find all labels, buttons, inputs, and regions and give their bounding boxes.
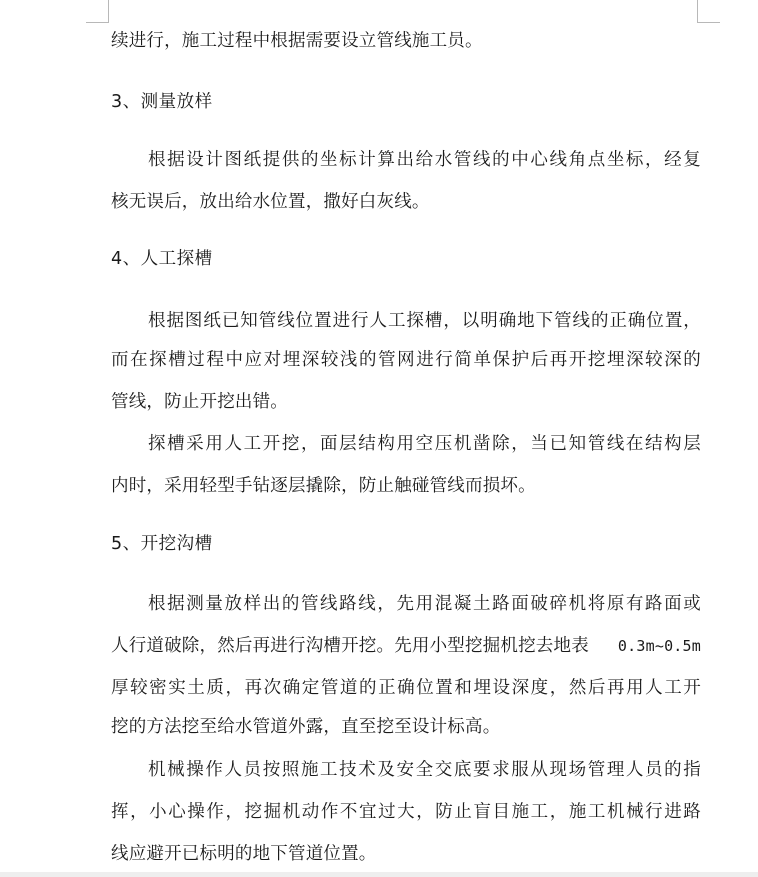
paragraph-line: 机械操作人员按照施工技术及安全交底要求服从现场管理人员的指: [148, 760, 701, 780]
depth-range-text: 0.3m~0.5m: [617, 637, 701, 655]
paragraph-line: 内时，采用轻型手钻逐层撬除，防止触碰管线而损坏。: [111, 476, 536, 496]
paragraph-line: 线应避开已标明的地下管道位置。: [111, 844, 377, 864]
paragraph-line: 续进行，施工过程中根据需要设立管线施工员。: [111, 31, 483, 51]
paragraph-line: 厚较密实土质，再次确定管道的正确位置和埋设深度，然后再用人工开: [111, 678, 701, 698]
page-corner-mark-left: [86, 0, 109, 23]
paragraph-line: 管线，防止开挖出错。: [111, 392, 288, 412]
page-corner-mark-right: [697, 0, 720, 23]
section-heading: 4、人工探槽: [111, 249, 213, 269]
paragraph-line: 而在探槽过程中应对埋深较浅的管网进行简单保护后再开挖埋深较深的: [111, 350, 701, 370]
paragraph-line: 挥，小心操作，挖掘机动作不宜过大，防止盲目施工，施工机械行进路: [111, 802, 701, 822]
paragraph-line: 根据测量放样出的管线路线，先用混凝土路面破碎机将原有路面或: [148, 594, 701, 614]
paragraph-line: 核无误后，放出给水位置，撒好白灰线。: [111, 192, 430, 212]
section-heading: 3、测量放样: [111, 92, 213, 112]
section-heading: 5、开挖沟槽: [111, 534, 213, 554]
paragraph-line: 人行道破除，然后再进行沟槽开挖。先用小型挖掘机挖去地表: [111, 636, 589, 656]
paragraph-line: 根据设计图纸提供的坐标计算出给水管线的中心线角点坐标，经复: [148, 150, 701, 170]
page-bottom-edge: [0, 872, 758, 877]
paragraph-line: 根据图纸已知管线位置进行人工探槽，以明确地下管线的正确位置，: [148, 311, 701, 331]
paragraph-line: 探槽采用人工开挖，面层结构用空压机凿除，当已知管线在结构层: [148, 434, 701, 454]
paragraph-line: 挖的方法挖至给水管道外露，直至挖至设计标高。: [111, 717, 501, 737]
